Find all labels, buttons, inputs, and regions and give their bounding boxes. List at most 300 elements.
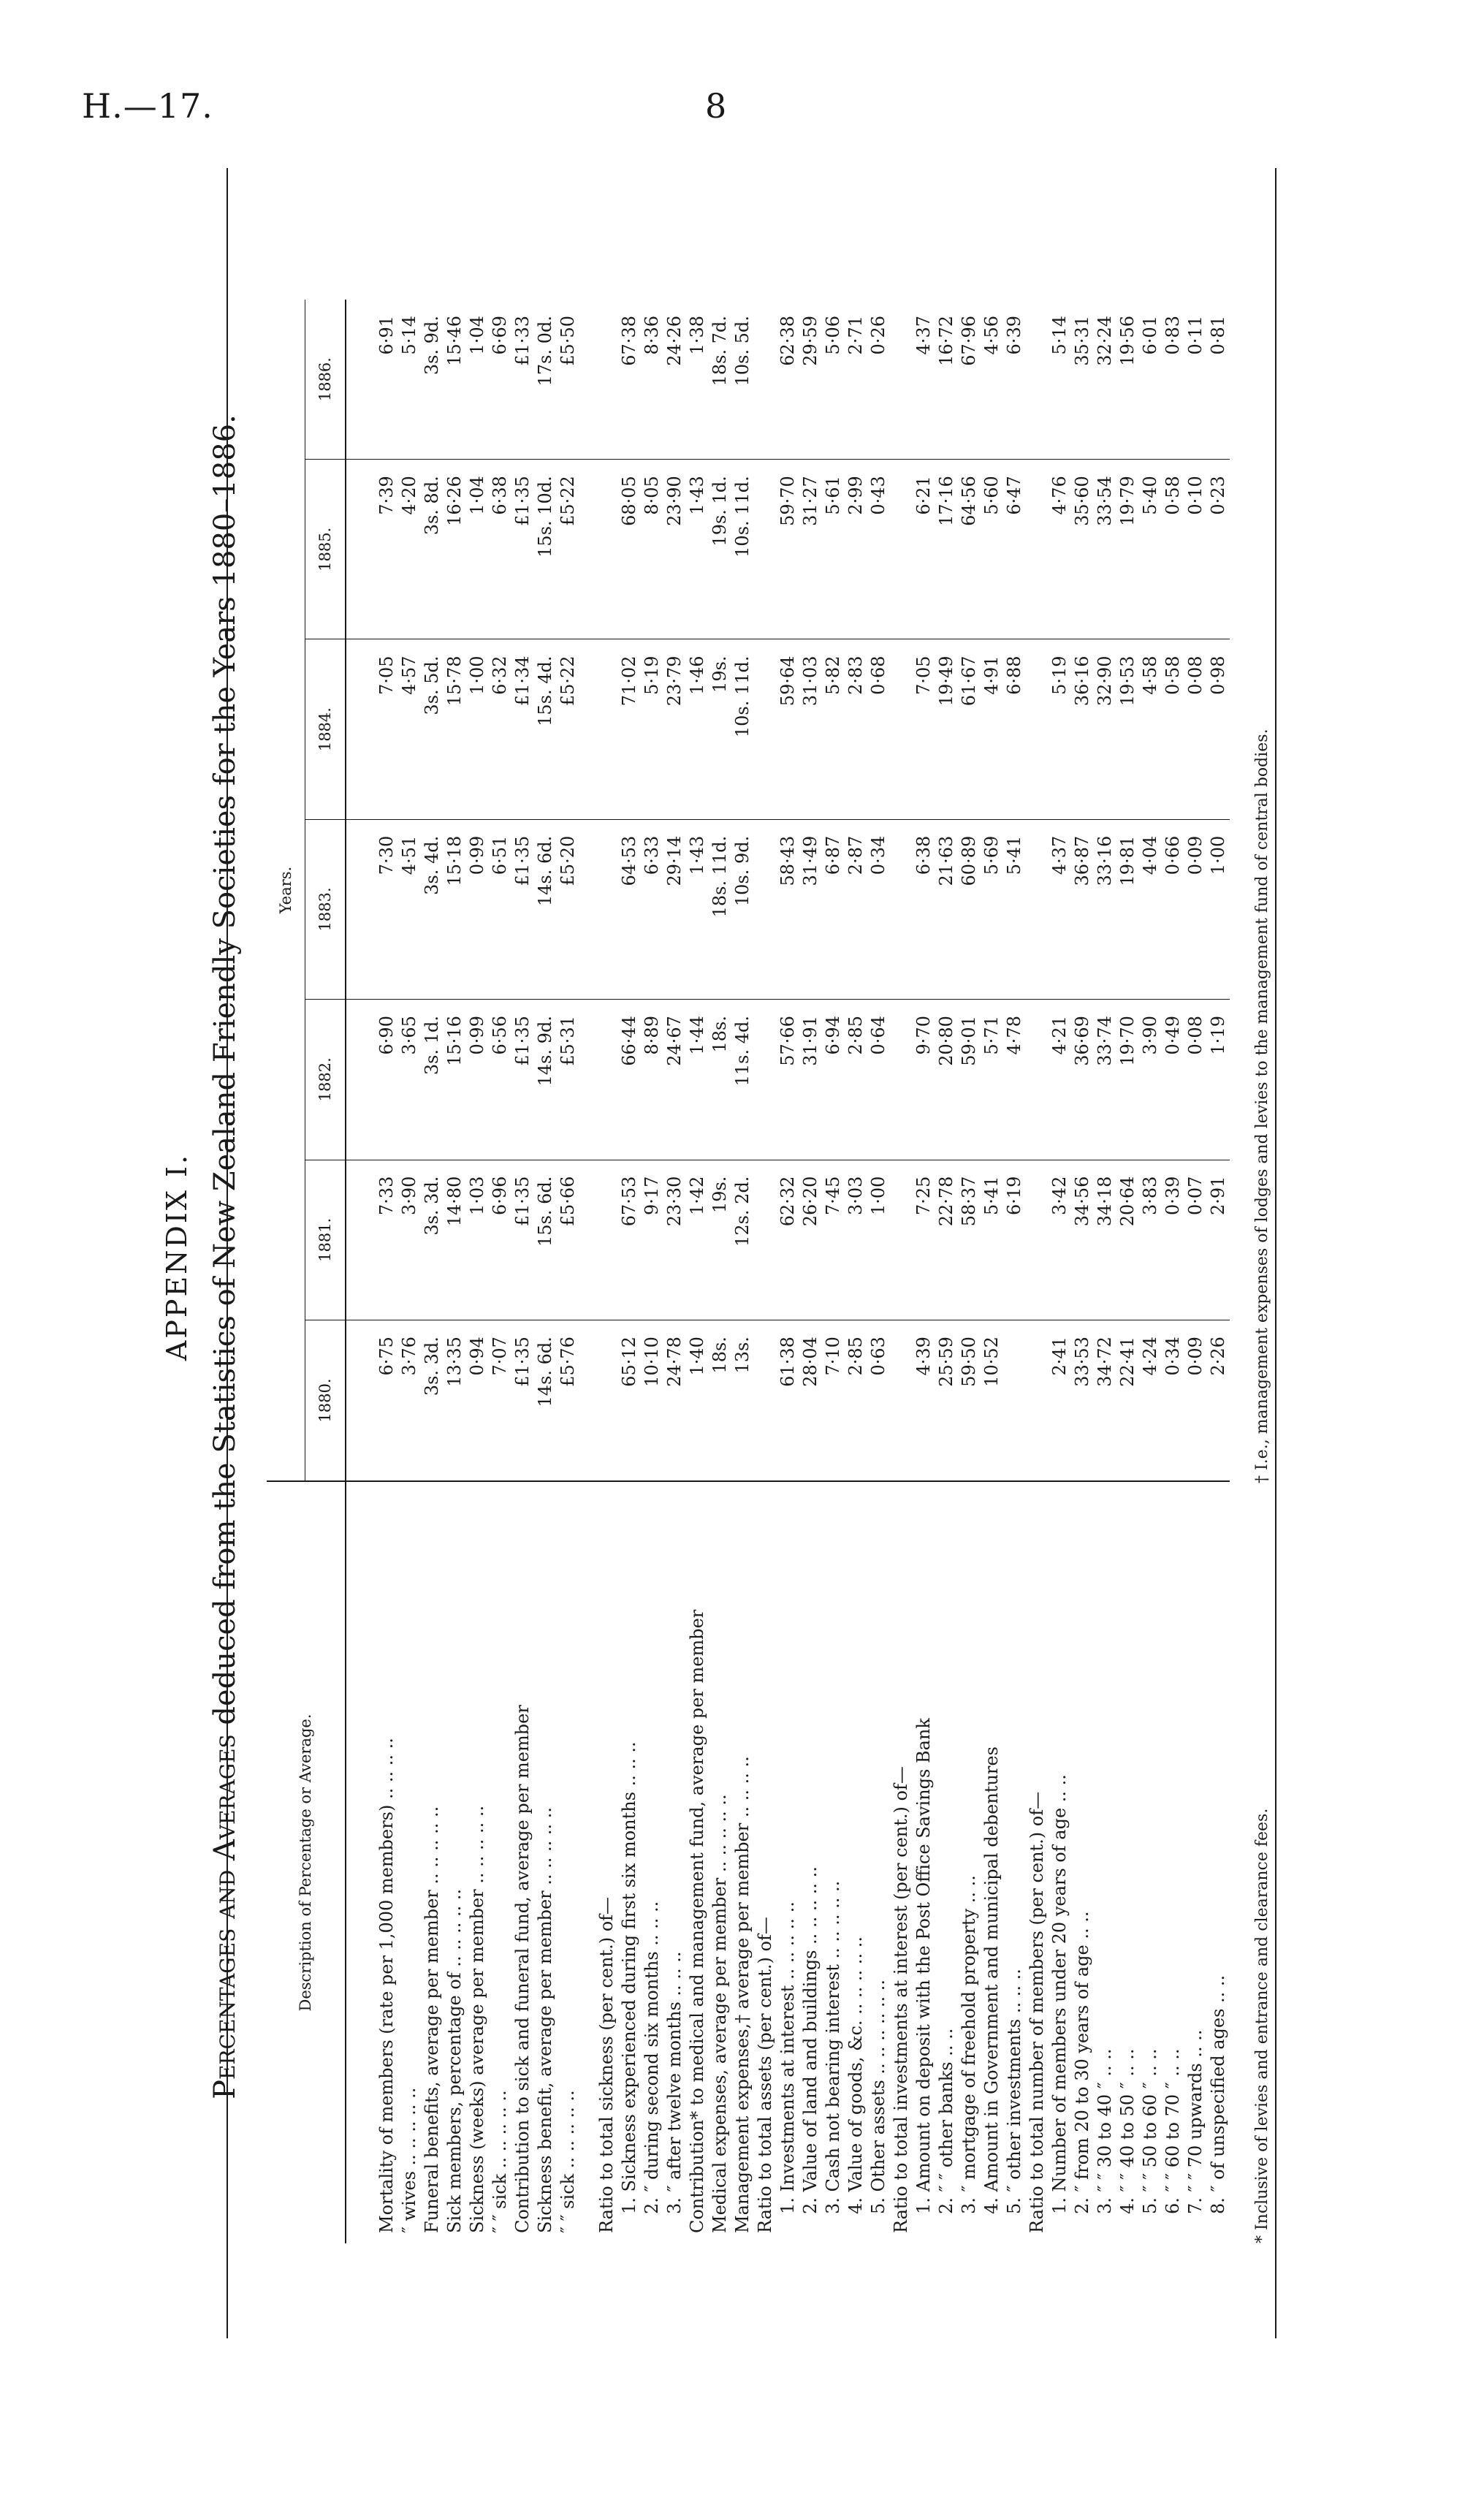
years-column-group-header: Years. (267, 300, 305, 1481)
value-cell: 4·21 (1049, 1000, 1071, 1160)
footnote-management: † I.e., management expenses of lodges and levies to the management fund of central bodies. (1253, 729, 1271, 1483)
row-description: ″ ″ sick .. .. .. .. .. (489, 1481, 511, 2243)
value-cell (1026, 1160, 1049, 1320)
value-cell: 0·98 (1207, 639, 1230, 819)
value-cell: 16·72 (936, 316, 956, 366)
value-cell: 67·53 (618, 1160, 641, 1320)
value-cell: 2·83 (845, 639, 867, 819)
value-cell: 24·78 (663, 1320, 686, 1481)
value-cell: 3·90 (398, 1160, 421, 1320)
value-cell: 0·26 (868, 316, 889, 355)
value-cell: 31·27 (799, 460, 822, 639)
value-cell: 3·90 (1139, 1000, 1162, 1160)
row-description: 2. ″ from 20 to 30 years of age .. .. (1071, 1481, 1094, 2243)
value-cell: 7·07 (489, 1320, 511, 1481)
value-cell (1026, 819, 1049, 999)
value-cell (1026, 639, 1049, 819)
value-cell: 15s. 4d. (534, 639, 557, 819)
value-cell (890, 460, 913, 639)
value-cell: 17·16 (935, 460, 958, 639)
value-cell: 5·41 (1003, 819, 1026, 999)
value-cell: 6·39 (1004, 316, 1024, 355)
value-cell: 6·32 (489, 639, 511, 819)
value-cell: 15s. 10d. (534, 460, 557, 639)
value-cell: £1·35 (511, 1160, 534, 1320)
table-row (1026, 300, 1049, 2243)
value-cell: 4·04 (1139, 819, 1162, 999)
row-description: 5. ″ other investments .. .. .. (1003, 1481, 1026, 2243)
value-cell: 18s. (709, 1000, 731, 1160)
value-cell: £5·22 (557, 639, 579, 819)
value-cell: 0·08 (1184, 1000, 1207, 1160)
value-cell: 10·10 (641, 1320, 663, 1481)
table-row (663, 300, 686, 2243)
value-cell: 0·64 (867, 1000, 890, 1160)
year-header-1882: 1882. (305, 1000, 346, 1160)
value-cell: £5·20 (557, 819, 579, 999)
value-cell (754, 300, 777, 460)
title-rest: deduced from the Statistics of New Zealand Friendly Societies for the Years 1880–1886. (208, 414, 242, 1725)
document-reference: H.—17. (82, 86, 213, 126)
value-cell: 34·18 (1094, 1160, 1116, 1320)
value-cell: 18s. 7d. (709, 316, 730, 387)
value-cell: 13s. (731, 1320, 754, 1481)
value-cell: 1·04 (466, 460, 489, 639)
row-description: Sick members, percentage of .. .. .. .. .. (444, 1481, 466, 2243)
value-cell: 3·76 (398, 1320, 421, 1481)
value-cell: 5·41 (981, 1160, 1003, 1320)
row-description: Ratio to total number of members (per cent.) of— (1026, 1481, 1049, 2243)
value-cell: 3·65 (398, 1000, 421, 1160)
value-cell: 5·71 (981, 1000, 1003, 1160)
value-cell: 25·59 (935, 1320, 958, 1481)
row-description: 5. ″ ″ 50 to 60 ″ .. .. (1139, 1481, 1162, 2243)
value-cell: 7·39 (376, 460, 398, 639)
value-cell: 23·79 (663, 639, 686, 819)
table-row (444, 300, 466, 2243)
value-cell: 59·70 (777, 460, 799, 639)
value-cell: 26·20 (799, 1160, 822, 1320)
value-cell: 6·75 (376, 1320, 398, 1481)
row-description: Contribution* to medical and management fund, average per member (686, 1481, 709, 2243)
year-header-1885: 1885. (305, 460, 346, 639)
value-cell: 33·74 (1094, 1000, 1116, 1160)
row-description: 1. Investments at interest .. .. .. .. .. (777, 1481, 799, 2243)
value-cell: 31·91 (799, 1000, 822, 1160)
row-description: Mortality of members (rate per 1,000 members) .. .. .. .. (376, 1481, 398, 2243)
row-description: 3. ″ after twelve months .. .. .. (663, 1481, 686, 2243)
value-cell: 32·24 (1095, 316, 1115, 366)
value-cell: 59·01 (958, 1000, 981, 1160)
value-cell: 59·64 (777, 639, 799, 819)
value-cell: 19s. (709, 639, 731, 819)
value-cell: 29·14 (663, 819, 686, 999)
value-cell: 1·43 (686, 819, 709, 999)
value-cell: 1·42 (686, 1160, 709, 1320)
table-row (958, 300, 981, 2243)
value-cell: 4·39 (913, 1320, 935, 1481)
row-description: 8. ″ of unspecified ages .. .. (1207, 1481, 1230, 2243)
value-cell: 6·19 (1003, 1160, 1026, 1320)
value-cell: 5·61 (822, 460, 845, 639)
value-cell: 3s. 9d. (422, 316, 442, 376)
row-description: 1. Sickness experienced during first six months .. .. .. (618, 1481, 641, 2243)
value-cell: 0·66 (1162, 819, 1184, 999)
row-description: Funeral benefits, average per member .. .. .. .. .. (421, 1481, 444, 2243)
value-cell: 3s. 1d. (421, 1000, 444, 1160)
table-row (845, 300, 867, 2243)
row-description: 7. ″ ″ 70 upwards .. .. (1184, 1481, 1207, 2243)
value-cell: 11s. 4d. (731, 1000, 754, 1160)
value-cell: 2·85 (845, 1320, 867, 1481)
value-cell (890, 639, 913, 819)
value-cell: 0·83 (1163, 316, 1183, 355)
row-description: 2. ″ ″ other banks .. .. (935, 1481, 958, 2243)
value-cell: 0·09 (1184, 819, 1207, 999)
table-row (981, 300, 1003, 2243)
value-cell: 1·00 (466, 639, 489, 819)
value-cell: 0·63 (867, 1320, 890, 1481)
value-cell (754, 1000, 777, 1160)
table-row (618, 300, 641, 2243)
value-cell: 6·01 (1140, 316, 1160, 355)
value-cell: 1·00 (867, 1160, 890, 1320)
value-cell: 14·80 (444, 1160, 466, 1320)
value-cell: 24·26 (664, 316, 685, 366)
table-title (208, 175, 242, 2338)
value-cell: 64·56 (958, 460, 981, 639)
year-header-1880: 1880. (305, 1320, 346, 1481)
value-cell: 2·91 (1207, 1160, 1230, 1320)
value-cell (595, 1000, 618, 1160)
value-cell: 1·38 (687, 316, 707, 355)
value-cell: 5·06 (823, 316, 843, 355)
row-description: ″ ″ sick .. .. .. .. .. (557, 1481, 579, 2243)
row-description: Sickness benefit, average per member .. .. .. .. .. (534, 1481, 557, 2243)
value-cell: 0·23 (1207, 460, 1230, 639)
value-cell: 4·20 (398, 460, 421, 639)
value-cell: £1·35 (511, 819, 534, 999)
value-cell (1026, 460, 1049, 639)
value-cell: 0·94 (466, 1320, 489, 1481)
table-row (686, 300, 709, 2243)
table-row (777, 300, 799, 2243)
value-cell (754, 819, 777, 999)
table-row (1003, 300, 1026, 2243)
value-cell: 6·21 (913, 460, 935, 639)
description-column-header: Description of Percentage or Average. (267, 1481, 346, 2243)
rotated-table-sheet (117, 175, 1301, 2338)
row-description: 3. ″ mortgage of freehold property .. .. (958, 1481, 981, 2243)
table-row (935, 300, 958, 2243)
value-cell: 19·81 (1116, 819, 1139, 999)
value-cell: 33·53 (1071, 1320, 1094, 1481)
value-cell: 15·16 (444, 1000, 466, 1160)
value-cell (754, 639, 777, 819)
value-cell: 58·43 (777, 819, 799, 999)
value-cell: 19s. (709, 1160, 731, 1320)
value-cell: 7·30 (376, 819, 398, 999)
row-description: Ratio to total sickness (per cent.) of— (595, 1481, 618, 2243)
year-header-1884: 1884. (305, 639, 346, 819)
value-cell: 35·60 (1071, 460, 1094, 639)
value-cell: 62·32 (777, 1160, 799, 1320)
value-cell: 6·38 (913, 819, 935, 999)
row-description: Management expenses,† average per member .. .. .. .. (731, 1481, 754, 2243)
value-cell (595, 1160, 618, 1320)
value-cell: 2·87 (845, 819, 867, 999)
value-cell: 19·79 (1116, 460, 1139, 639)
value-cell: 3s. 3d. (421, 1320, 444, 1481)
value-cell: 23·30 (663, 1160, 686, 1320)
value-cell: 0·10 (1184, 460, 1207, 639)
row-description: 4. Value of goods, &c. .. .. .. .. .. (845, 1481, 867, 2243)
value-cell (890, 1000, 913, 1160)
row-description: 4. Amount in Government and municipal debentures (981, 1481, 1003, 2243)
value-cell: 6·88 (1003, 639, 1026, 819)
row-description: 1. Number of members under 20 years of age .. .. (1049, 1481, 1071, 2243)
value-cell: 5·19 (1049, 639, 1071, 819)
value-cell: 0·99 (466, 1000, 489, 1160)
row-description: 2. ″ during second six months .. .. .. (641, 1481, 663, 2243)
value-cell: 71·02 (618, 639, 641, 819)
value-cell: 21·63 (935, 819, 958, 999)
value-cell: 0·58 (1162, 460, 1184, 639)
value-cell: 7·05 (913, 639, 935, 819)
value-cell: 1·04 (467, 316, 487, 355)
value-cell: 3s. 3d. (421, 1160, 444, 1320)
value-cell: 3s. 5d. (421, 639, 444, 819)
value-cell: 4·78 (1003, 1000, 1026, 1160)
value-cell: 5·14 (1049, 316, 1070, 355)
value-cell: 31·03 (799, 639, 822, 819)
value-cell: 3s. 4d. (421, 819, 444, 999)
value-cell: 22·78 (935, 1160, 958, 1320)
value-cell: 34·56 (1071, 1160, 1094, 1320)
value-cell (754, 460, 777, 639)
value-cell: 2·85 (845, 1000, 867, 1160)
value-cell: £5·76 (557, 1320, 579, 1481)
value-cell: 22·41 (1116, 1320, 1139, 1481)
value-cell: 19·49 (935, 639, 958, 819)
value-cell: £1·35 (511, 1000, 534, 1160)
table-top-padding (346, 300, 376, 2243)
value-cell: 4·76 (1049, 460, 1071, 639)
value-cell: 68·05 (618, 460, 641, 639)
value-cell: 36·69 (1071, 1000, 1094, 1160)
row-description: Ratio to total assets (per cent.) of— (754, 1481, 777, 2243)
value-cell: 2·99 (845, 460, 867, 639)
value-cell: £5·31 (557, 1000, 579, 1160)
value-cell (1026, 1320, 1049, 1481)
value-cell: 1·44 (686, 1000, 709, 1160)
table-row (890, 300, 913, 2243)
value-cell: 23·90 (663, 460, 686, 639)
value-cell: 0·34 (867, 819, 890, 999)
table-row (754, 300, 777, 2243)
table-row (1162, 300, 1184, 2243)
value-cell: 20·80 (935, 1000, 958, 1160)
table-row (421, 300, 444, 2243)
value-cell: 18s. (709, 1320, 731, 1481)
value-cell: 61·67 (958, 639, 981, 819)
value-cell: 60·89 (958, 819, 981, 999)
table-row (913, 300, 935, 2243)
value-cell: 6·94 (822, 1000, 845, 1160)
value-cell: 6·87 (822, 819, 845, 999)
value-cell: 14s. 9d. (534, 1000, 557, 1160)
value-cell: £1·33 (512, 316, 533, 366)
value-cell: 3·42 (1049, 1160, 1071, 1320)
row-description: 3. ″ ″ 30 to 40 ″ .. .. (1094, 1481, 1116, 2243)
value-cell (1026, 300, 1049, 460)
value-cell: £1·34 (511, 639, 534, 819)
value-cell (595, 639, 618, 819)
value-cell (890, 1320, 913, 1481)
table-row (1094, 300, 1116, 2243)
value-cell: £5·22 (557, 460, 579, 639)
value-cell: 6·91 (376, 316, 397, 355)
value-cell (595, 819, 618, 999)
value-cell: 5·69 (981, 819, 1003, 999)
appendix-heading: APPENDIX I. (161, 1152, 193, 1361)
value-cell: 36·16 (1071, 639, 1094, 819)
value-cell (595, 1320, 618, 1481)
value-cell: 2·26 (1207, 1320, 1230, 1481)
value-cell: £1·35 (511, 1320, 534, 1481)
value-cell: 6·69 (490, 316, 510, 355)
value-cell: 8·89 (641, 1000, 663, 1160)
value-cell: 2·71 (845, 316, 866, 355)
table-row (799, 300, 822, 2243)
value-cell: 19·56 (1117, 316, 1138, 366)
year-header-1883: 1883. (305, 819, 346, 999)
table-row (489, 300, 511, 2243)
value-cell: 13·35 (444, 1320, 466, 1481)
value-cell: 35·31 (1072, 316, 1092, 366)
value-cell: 4·24 (1139, 1320, 1162, 1481)
value-cell: 29·59 (800, 316, 821, 366)
table-row (466, 300, 489, 2243)
value-cell (890, 300, 913, 460)
value-cell: 16·26 (444, 460, 466, 639)
value-cell: 15·18 (444, 819, 466, 999)
value-cell: 0·68 (867, 639, 890, 819)
row-description: Sickness (weeks) average per member .. .. .. .. .. (466, 1481, 489, 2243)
value-cell: 4·51 (398, 819, 421, 999)
value-cell: 5·19 (641, 639, 663, 819)
value-cell: 15·46 (444, 316, 465, 366)
value-cell: 3·83 (1139, 1160, 1162, 1320)
row-description: 2. Value of land and buildings .. .. .. .. .. (799, 1481, 822, 2243)
table-row (534, 300, 557, 2243)
value-cell: 6·90 (376, 1000, 398, 1160)
value-cell: 1·03 (466, 1160, 489, 1320)
value-cell: 4·58 (1139, 639, 1162, 819)
value-cell (890, 1160, 913, 1320)
value-cell: 0·81 (1208, 316, 1228, 355)
table-row (376, 300, 398, 2243)
value-cell: 7·10 (822, 1320, 845, 1481)
value-cell: 17s. 0d. (535, 316, 555, 387)
value-cell: 20·64 (1116, 1160, 1139, 1320)
row-description: Medical expenses, average per member .. .. .. .. .. (709, 1481, 731, 2243)
table-row (1049, 300, 1071, 2243)
value-cell: 57·66 (777, 1000, 799, 1160)
value-cell: 59·50 (958, 1320, 981, 1481)
value-cell: 5·60 (981, 460, 1003, 639)
value-cell (1003, 1320, 1026, 1481)
value-cell: 4·37 (913, 316, 934, 355)
row-description: 3. Cash not bearing interest .. .. .. .. .. (822, 1481, 845, 2243)
table-row (709, 300, 731, 2243)
value-cell: 4·56 (981, 316, 1002, 355)
value-cell: 5·82 (822, 639, 845, 819)
value-cell: 24·67 (663, 1000, 686, 1160)
value-cell: 10s. 9d. (731, 819, 754, 999)
value-cell: 36·87 (1071, 819, 1094, 999)
row-description: 4. ″ ″ 40 to 50 ″ .. .. (1116, 1481, 1139, 2243)
table-row (822, 300, 845, 2243)
value-cell: £1·35 (511, 460, 534, 639)
value-cell: 19s. 1d. (709, 460, 731, 639)
value-cell: 15·78 (444, 639, 466, 819)
value-cell: 1·19 (1207, 1000, 1230, 1160)
value-cell: 15s. 6d. (534, 1160, 557, 1320)
table-row-spacer (579, 300, 595, 2243)
value-cell: 0·34 (1162, 1320, 1184, 1481)
value-cell: 33·54 (1094, 460, 1116, 639)
value-cell: 32·90 (1094, 639, 1116, 819)
value-cell: 34·72 (1094, 1320, 1116, 1481)
value-cell: 1·00 (1207, 819, 1230, 999)
year-header-1881: 1881. (305, 1160, 346, 1320)
value-cell: 10s. 11d. (731, 460, 754, 639)
value-cell: 33·16 (1094, 819, 1116, 999)
value-cell: 31·49 (799, 819, 822, 999)
table-row (595, 300, 618, 2243)
value-cell: 8·05 (641, 460, 663, 639)
title-lead: Percentages and Averages (208, 1734, 242, 2099)
table-row (398, 300, 421, 2243)
value-cell: 10s. 5d. (732, 316, 753, 387)
year-header-1886: 1886. (305, 300, 346, 460)
value-cell: 1·43 (686, 460, 709, 639)
value-cell: 19·70 (1116, 1000, 1139, 1160)
value-cell: 6·96 (489, 1160, 511, 1320)
table-row (641, 300, 663, 2243)
value-cell: 6·38 (489, 460, 511, 639)
value-cell (890, 819, 913, 999)
value-cell: 4·37 (1049, 819, 1071, 999)
table-row (1139, 300, 1162, 2243)
value-cell: 0·09 (1184, 1320, 1207, 1481)
value-cell: 0·07 (1184, 1160, 1207, 1320)
value-cell: 66·44 (618, 1000, 641, 1160)
row-description: 6. ″ ″ 60 to 70 ″ .. .. (1162, 1481, 1184, 2243)
value-cell: 6·33 (641, 819, 663, 999)
value-cell: 67·38 (619, 316, 639, 366)
row-description: Ratio to total investments at interest (per cent.) of— (890, 1481, 913, 2243)
value-cell: 7·05 (376, 639, 398, 819)
value-cell (754, 1160, 777, 1320)
table-body (346, 300, 1230, 2243)
value-cell: 5·14 (399, 316, 419, 355)
value-cell: 0·43 (867, 460, 890, 639)
value-cell: 58·37 (958, 1160, 981, 1320)
value-cell: 10s. 11d. (731, 639, 754, 819)
value-cell: 7·25 (913, 1160, 935, 1320)
